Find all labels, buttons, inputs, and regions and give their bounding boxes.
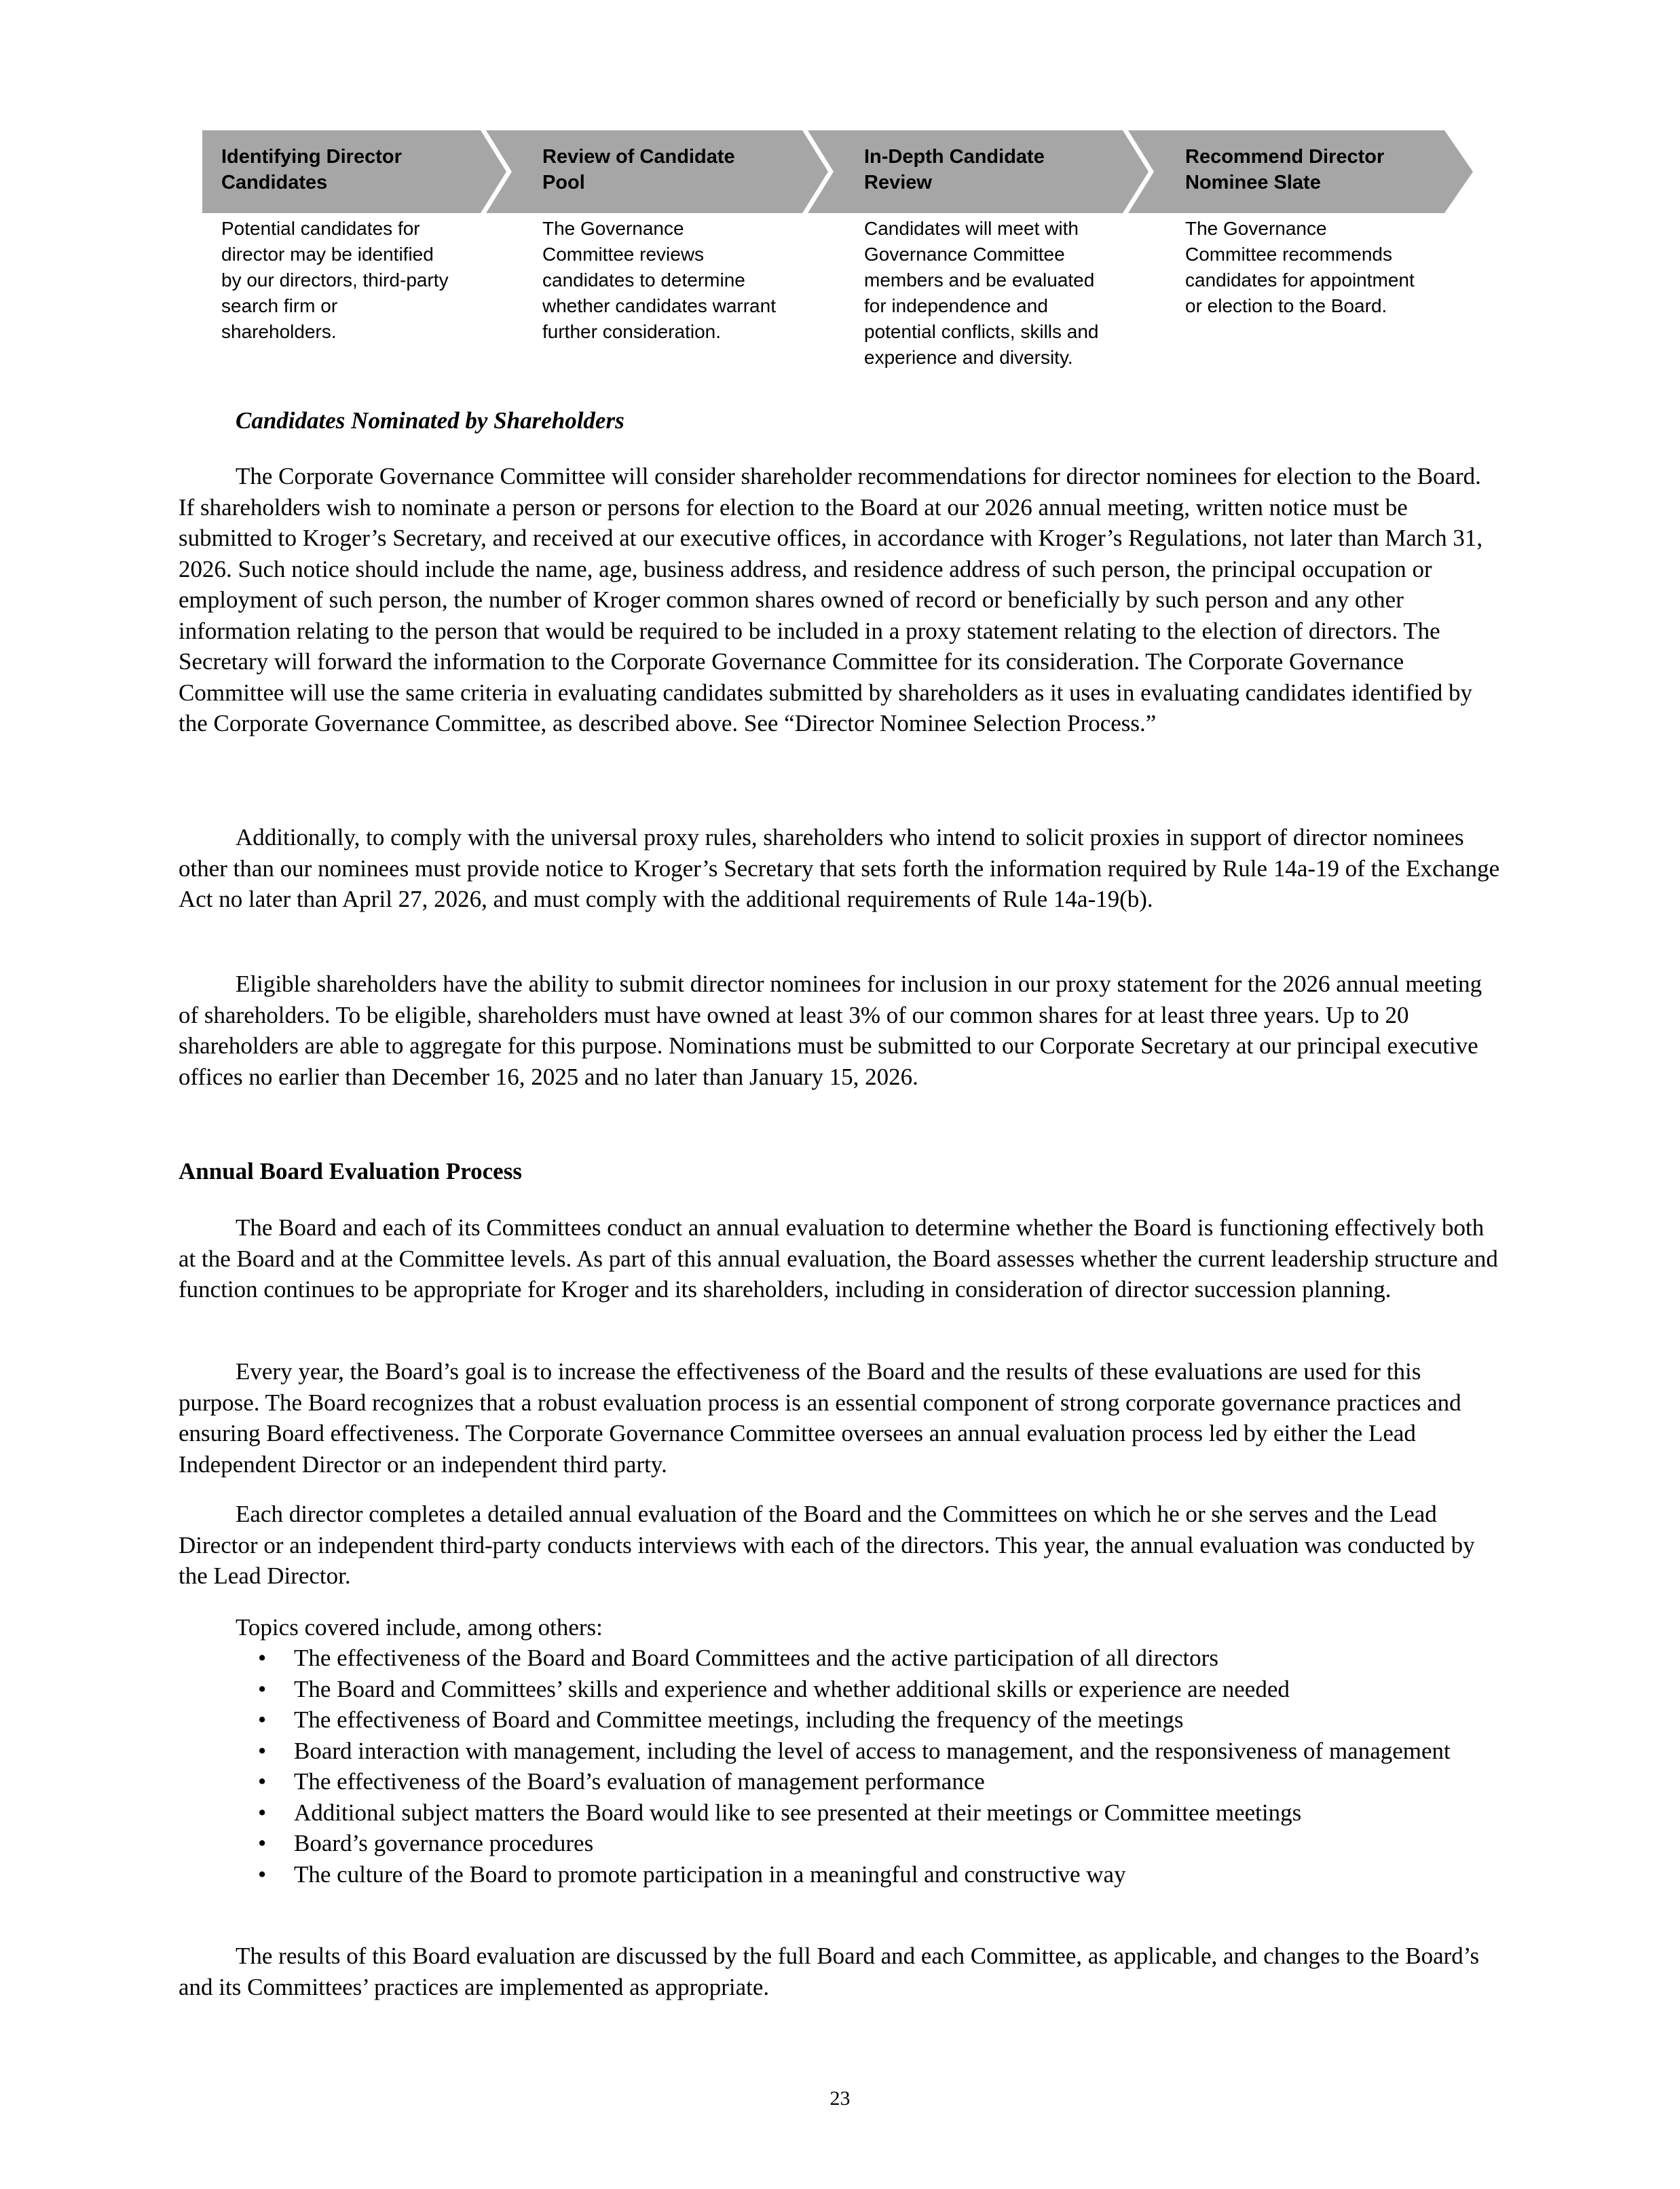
bullet-icon: • [258, 1645, 267, 1671]
list-item-text: Additional subject matters the Board would like to see presented at their meetings or Committee meetings [294, 1799, 1302, 1826]
step-3-title [864, 144, 1149, 195]
step-3-desc-line: Candidates will meet with [864, 218, 1079, 239]
candidates-paragraph-3: Eligible shareholders have the ability to submit director nominees for inclusion in our proxy statement for the 2026 annual meeting of shareholders. To be eligible, shareholders must have owned at least 3% of our common shares for at least three years. Up to 20 shareholders are able to aggregate for this purpose. Nominations must be submitted to our Corporate Secretary at our principal executive offices no earlier than December 16, 2025 and no later than January 15, 2026. [179, 971, 1482, 1090]
step-3-desc-line: for independence and [864, 295, 1048, 316]
step-4-title-line: Recommend Director [1185, 146, 1385, 168]
bullet-icon: • [258, 1706, 267, 1733]
step-3-title-line: Review [864, 172, 932, 193]
step-4-title [1185, 144, 1470, 195]
candidates-paragraph-1: The Corporate Governance Committee will consider shareholder recommendations for director nominees for election to the Board. If shareholders wish to nominate a person or persons for election to the Board at our 2026 annual meeting, written notice must be submitted to Kroger’s Secretary, and received at our executive offices, in accordance with Kroger’s Regulations, not later than March 31, 2026. Such notice should include the name, age, business address, and residence address of such person, the principal occupation or employment of such person, the number of Kroger common shares owned of record or beneficially by such person and any other information relating to the person that would be required to be included in a proxy statement relating to the election of directors. The Secretary will forward the information to the Corporate Governance Committee for its consideration. The Corporate Governance Committee will use the same criteria in evaluating candidates submitted by shareholders as it uses in evaluating candidates identified by the Corporate Governance Committee, as described above. See “Director Nominee Selection Process.” [179, 463, 1483, 736]
step-3-desc-line: members and be evaluated [864, 269, 1095, 291]
step-3-desc-line: Governance Committee [864, 244, 1065, 265]
list-item-text: The effectiveness of the Board’s evaluation of management performance [294, 1768, 985, 1795]
step-2-description [542, 216, 827, 345]
bullet-icon: • [258, 1675, 267, 1702]
bullet-icon: • [258, 1768, 267, 1795]
step-3-description [864, 216, 1149, 371]
candidates-heading: Candidates Nominated by Shareholders [236, 407, 624, 434]
step-2-title [542, 144, 827, 195]
step-3-desc-line: experience and diversity. [864, 347, 1073, 368]
list-item-text: Board’s governance procedures [294, 1830, 594, 1856]
list-item-text: The effectiveness of the Board and Board Committees and the active participation of all directors [294, 1645, 1218, 1671]
step-1-title-line: Identifying Director [221, 146, 402, 168]
list-item [179, 1704, 1502, 1736]
nomination-process-diagram [202, 130, 1478, 381]
step-4-desc-line: or election to the Board. [1185, 295, 1387, 316]
step-2-title-line: Review of Candidate [542, 146, 735, 168]
list-item [179, 1797, 1502, 1829]
step-2-title-line: Pool [542, 172, 585, 193]
step-4-desc-line: Committee recommends [1185, 244, 1392, 265]
bullet-icon: • [258, 1799, 267, 1826]
evaluation-paragraph-1: The Board and each of its Committees conduct an annual evaluation to determine whether the Board is functioning effectively both at the Board and at the Committee levels. As part of this annual evaluation, the Board assesses whether the current leadership structure and function continues to be appropriate for Kroger and its shareholders, including in consideration of director succession planning. [179, 1214, 1498, 1303]
step-2-desc-line: whether candidates warrant [542, 295, 776, 316]
bullet-icon: • [258, 1737, 267, 1764]
step-4-desc-line: candidates for appointment [1185, 269, 1415, 291]
step-1-description [221, 216, 506, 345]
step-1-desc-line: shareholders. [221, 321, 337, 342]
step-1-desc-line: director may be identified [221, 244, 434, 265]
step-3-desc-line: potential conflicts, skills and [864, 321, 1099, 342]
step-1-desc-line: search firm or [221, 295, 338, 316]
evaluation-heading: Annual Board Evaluation Process [179, 1158, 522, 1184]
bullet-icon: • [258, 1860, 267, 1888]
bullet-icon: • [258, 1830, 267, 1856]
step-4-description [1185, 216, 1470, 319]
list-item [179, 1674, 1502, 1705]
step-2-desc-line: Committee reviews [542, 244, 705, 265]
list-item [179, 1828, 1502, 1859]
list-item [179, 1643, 1502, 1674]
step-2-desc-line: further consideration. [542, 321, 722, 342]
step-3-title-line: In-Depth Candidate [864, 146, 1045, 168]
step-2-desc-line: The Governance [542, 218, 684, 239]
page-number: 23 [829, 2087, 851, 2110]
list-item [179, 1766, 1502, 1797]
topics-intro: Topics covered include, among others: [236, 1614, 603, 1641]
list-item-text: The effectiveness of Board and Committee meetings, including the frequency of the meetings [294, 1706, 1184, 1733]
list-item-text: The Board and Committees’ skills and experience and whether additional skills or experience are needed [294, 1675, 1290, 1702]
list-item [179, 1859, 1502, 1890]
evaluation-paragraph-2: Every year, the Board’s goal is to increase the effectiveness of the Board and the results of these evaluations are used for this purpose. The Board recognizes that a robust evaluation process is an essential component of strong corporate governance practices and ensuring Board effectiveness. The Corporate Governance Committee oversees an annual evaluation process led by either the Lead Independent Director or an independent third party. [179, 1358, 1461, 1478]
step-1-desc-line: by our directors, third-party [221, 269, 449, 291]
step-1-title-line: Candidates [221, 172, 328, 193]
step-2-desc-line: candidates to determine [542, 269, 745, 291]
step-1-title [221, 144, 506, 195]
list-item [179, 1736, 1502, 1767]
step-4-desc-line: The Governance [1185, 218, 1327, 239]
list-item-text: The culture of the Board to promote participation in a meaningful and constructive way [294, 1860, 1126, 1888]
step-4-title-line: Nominee Slate [1185, 172, 1321, 193]
candidates-paragraph-2: Additionally, to comply with the universal proxy rules, shareholders who intend to solicit proxies in support of director nominees other than our nominees must provide notice to Kroger’s Secretary that sets forth the information required by Rule 14a-19 of the Exchange Act no later than April 27, 2026, and must comply with the additional requirements of Rule 14a-19(b). [179, 824, 1500, 912]
closing-paragraph: The results of this Board evaluation are discussed by the full Board and each Committee, as applicable, and changes to the Board’s and its Committees’ practices are implemented as appropriate. [179, 1943, 1480, 2000]
evaluation-paragraph-3: Each director completes a detailed annual evaluation of the Board and the Committees on which he or she serves and the Lead Director or an independent third-party conducts interviews with each of the directors. This year, the annual evaluation was conducted by the Lead Director. [179, 1501, 1475, 1589]
step-1-desc-line: Potential candidates for [221, 218, 420, 239]
list-item-text: Board interaction with management, including the level of access to management, and the responsiveness of management [294, 1737, 1451, 1764]
topics-list [179, 1643, 1502, 1890]
